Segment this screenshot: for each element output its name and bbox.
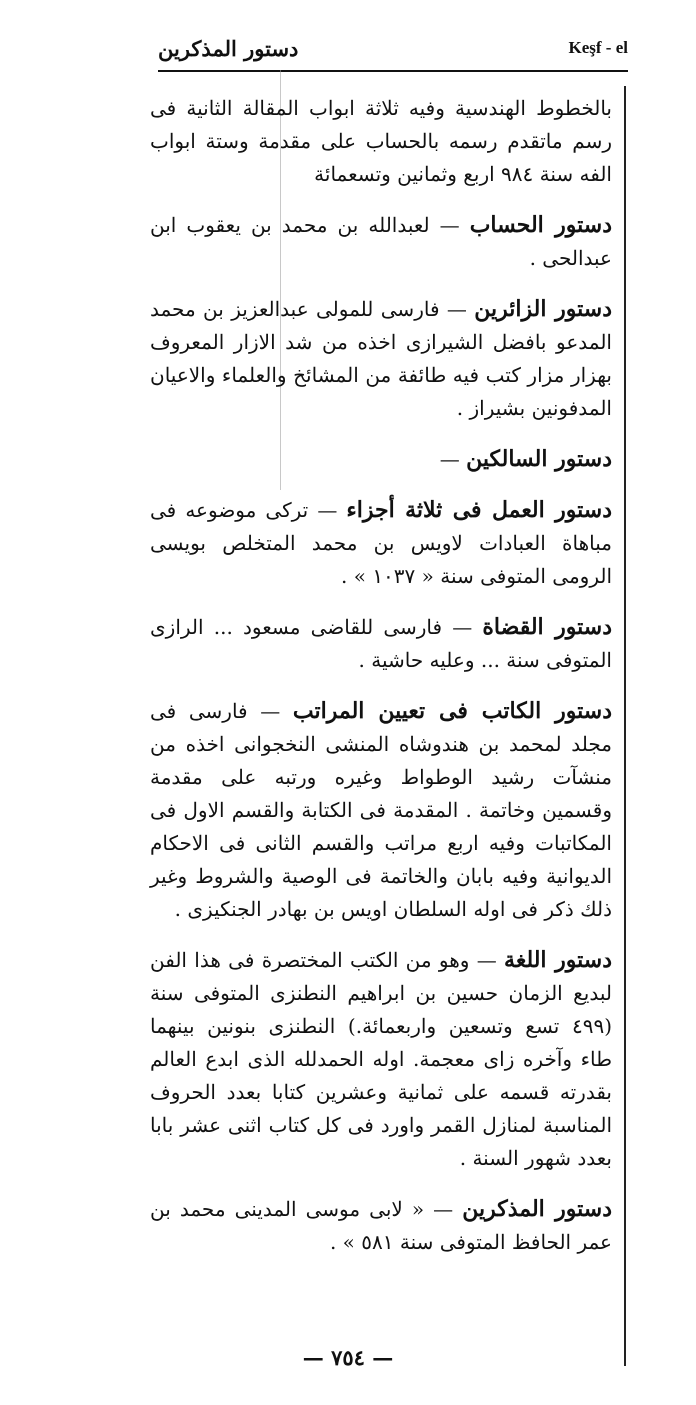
entry bbox=[150, 944, 612, 1175]
entry bbox=[150, 695, 612, 926]
running-header-title: دستور المذكرين bbox=[158, 36, 299, 61]
entry bbox=[150, 443, 612, 476]
entry-text: — لعبدالله بن محمد بن يعقوب ابن عبدالحى . bbox=[150, 213, 612, 270]
entry-text: — فارسى فى مجلد لمحمد بن هندوشاه المنشى النخجوانى اخذه من منشآت رشيد الوطواط وغيره ورتبه على مقدمة وقسمين وخاتمة . المقدمة فى الكتابة والقسم الاول فى المكاتبات وفيه اربع مراتب والقسم الثانى فى الاحكام الديوانية وفيه بابان والخاتمة فى الوصية والشروط وغير ذلك ذكر فى اوله السلطان اويس بن بهادر الجنكيزى . bbox=[150, 699, 612, 921]
entry bbox=[150, 293, 612, 425]
entry-heading: دستور القضاة bbox=[482, 614, 612, 640]
running-header bbox=[158, 32, 628, 68]
entry-text: — تركى موضوعه فى مباهاة العبادات لاويس بن محمد المتخلص بويسى الرومى المتوفى سنة « ١٠٣٧ » . bbox=[150, 498, 612, 588]
entry bbox=[150, 209, 612, 275]
entry bbox=[150, 1193, 612, 1259]
entry-heading: دستور الزائرين bbox=[474, 296, 613, 322]
entry-heading: دستور الكاتب فى تعيين المراتب bbox=[292, 698, 612, 724]
entry-list bbox=[150, 92, 612, 1277]
running-header-reference: Keşf - el bbox=[568, 38, 628, 57]
entry-text: — bbox=[439, 447, 467, 471]
entry-heading: دستور الحساب bbox=[469, 212, 612, 238]
entry-heading: دستور اللغة bbox=[504, 947, 612, 973]
entry bbox=[150, 611, 612, 677]
header-rule bbox=[158, 70, 628, 72]
entry-heading: دستور السالكين bbox=[466, 446, 612, 472]
entry-text: — فارسى للمولى عبدالعزيز بن محمد المدعو بافضل الشيرازى اخذه من شد الازار المعروف بهزار مزار كتب فيه طائفة من المشائخ والعلماء والاعيان المدفونين بشيراز . bbox=[150, 297, 612, 420]
entry-continuation bbox=[150, 92, 612, 191]
entry-text: — وهو من الكتب المختصرة فى هذا الفن لبديع الزمان حسين بن ابراهيم النطنزى المتوفى سنة (٤٩٩ تسع وتسعين واربعمائة.) النطنزى بنونين بينهما طاء وآخره زاى معجمة. اوله الحمدلله الذى ابدع العالم بقدرته قسمه على ثمانية وعشرين كتابا بعدد الحروف المناسبة لمنازل القمر واورد فى كل كتاب اثنى عشر بابا بعدد شهور السنة . bbox=[150, 948, 612, 1170]
entry-heading: دستور المذكرين bbox=[462, 1196, 612, 1222]
entry bbox=[150, 494, 612, 593]
entry-heading: دستور العمل فى ثلاثة أجزاء bbox=[346, 497, 612, 523]
page-number: — ٧٥٤ — bbox=[302, 1345, 394, 1370]
margin-rule bbox=[624, 86, 626, 1366]
entry-text: — فارسى للقاضى مسعود ... الرازى المتوفى سنة ... وعليه حاشية . bbox=[150, 615, 612, 672]
entry-text: — « لابى موسى المدينى محمد بن عمر الحافظ المتوفى سنة ٥٨١ » . bbox=[150, 1197, 612, 1254]
entry-text: بالخطوط الهندسية وفيه ثلاثة ابواب المقالة الثانية فى رسم ماتقدم رسمه بالحساب على مقدمة وستة ابواب الفه سنة ٩٨٤ اربع وثمانين وتسعمائة bbox=[150, 96, 612, 186]
